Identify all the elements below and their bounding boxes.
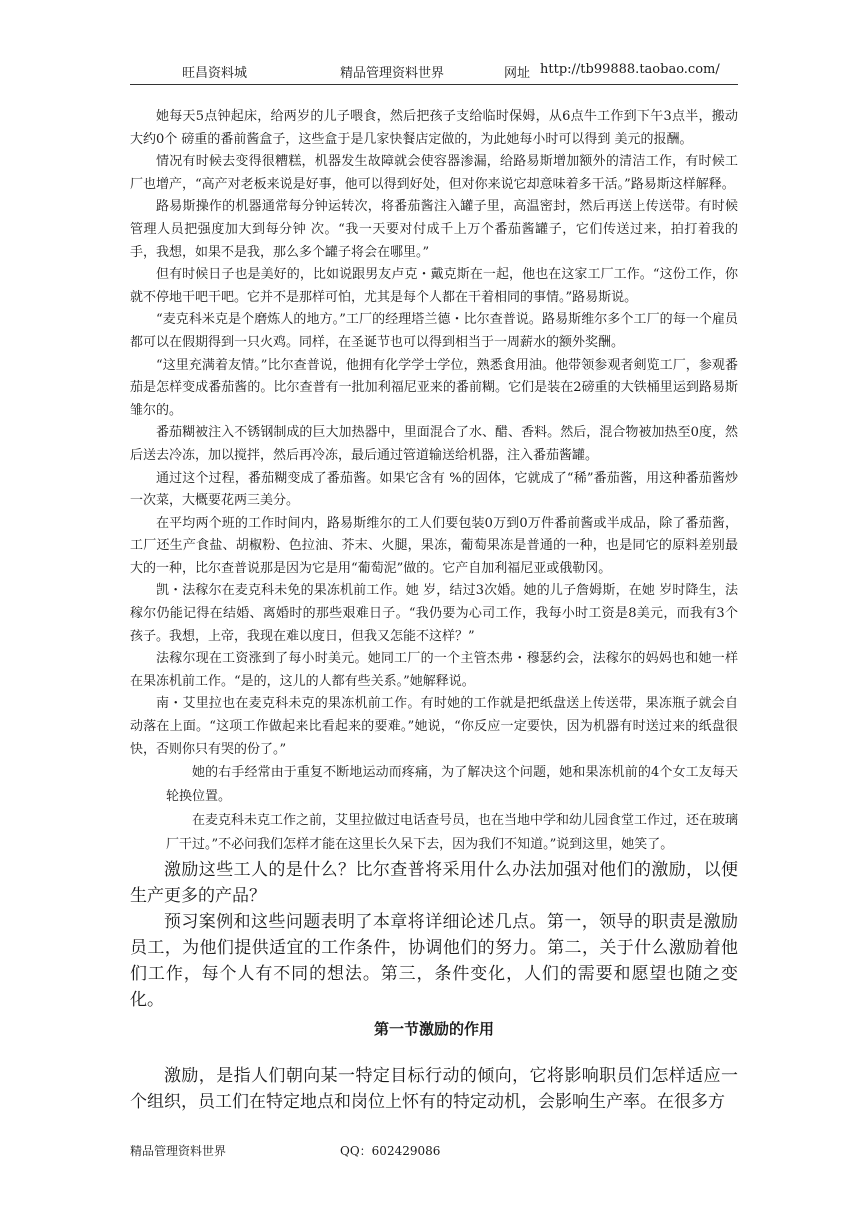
paragraph: 南・艾里拉也在麦克科未克的果冻机前工作。有时她的工作就是把纸盘送上传送带，果冻瓶子就会自动落在上面。“这项工作做起来比看起来的要难。”她说，“你反应一定要快，因为机器有时送过来的纸盘很快，否则你只有哭的份了。” <box>130 696 738 757</box>
closing-paragraph: 激励，是指人们朝向某一特定目标行动的倾向，它将影响职员们怎样适应一个组织，员工们在特定地点和岗位上怀有的特定动机，会影响生产率。在很多方 <box>130 1066 738 1113</box>
indented-paragraph: 在麦克科未克工作之前，艾里拉做过电话查号员，也在当地中学和幼儿园食堂工作过，还在玻璃厂干过。”不必问我们怎样才能在这里长久呆下去，因为我们不知道。”说到这里，她笑了。 <box>166 813 739 853</box>
indented-paragraph: 她的右手经常由于重复不断地运动而疼痛，为了解决这个问题，她和果冻机前的4个女工友每天轮换位置。 <box>166 765 738 805</box>
section-title: 第一节激励的作用 <box>373 1020 494 1039</box>
paragraph: 番茄糊被注入不锈钢制成的巨大加热器中，里面混合了水、醋、香料。然后，混合物被加热至0度，然后送去冷冻，加以搅拌，然后再冷冻，最后通过管道输送给机器，注入番茄酱罐。 <box>130 425 738 463</box>
header-left-text: 旺昌资料城 <box>182 66 248 81</box>
header-url[interactable]: http://tb99888.taobao.com/ <box>540 62 720 77</box>
header-divider <box>130 84 738 85</box>
document-body <box>130 106 738 1115</box>
footer-left-text: 精品管理资料世界 <box>130 1144 227 1158</box>
paragraph: “这里充满着友情。”比尔查普说，他拥有化学学士学位，熟悉食用油。他带领参观者剣览工厂，参观番茄是怎样变成番茄酱的。比尔查普有一批加利福尼亚来的番前糊。它们是装在2磅重的大铁桶里运到路易斯雏尔的。 <box>130 357 738 418</box>
header-center-text: 精品管理资料世界 <box>340 66 445 81</box>
page-header <box>0 62 868 82</box>
large-paragraph: 激励这些工人的是什么？比尔查普将采用什么办法加强对他们的激励，以便生产更多的产品？ <box>130 860 738 907</box>
paragraph: 她每天5点钟起床，给两岁的儿子喂食，然后把孩子支给临时保姆，从6点牛工作到下午3点半，搬动大约0个 磅重的番前酱盒子，这些盒于是几家快餐店定做的，为此她每小时可以得到 美元的报酬。 <box>130 109 738 147</box>
paragraph: 情况有时候去变得很糟糕，机器发生故障就会使容器渗漏，给路易斯增加额外的清洁工作，有时候工厂也增产，“高产对老板来说是好事，他可以得到好处，但对你来说它却意味着多干活。”路易斯这样解释。 <box>130 154 738 192</box>
paragraph: 法稼尔现在工资涨到了每小时美元。她同工厂的一个主管杰弗・穆瑟约会，法稼尔的妈妈也和她一样在果冻机前工作。“是的，这儿的人都有些关系。”她解释说。 <box>130 651 738 689</box>
header-url-label: 网址 <box>504 66 531 81</box>
paragraph: 通过这个过程，番茄糊变成了番茄酱。如果它含有 %的固体，它就成了“稀”番茄酱，用这种番茄酱炒一次菜，大概要花两三美分。 <box>130 470 738 509</box>
paragraph: 凯・法稼尔在麦克科未免的果冻机前工作。她 岁，结过3次婚。她的儿子詹姆斯，在她 岁时降生，法稼尔仍能记得在结婚、离婚时的那些艰难日子。“我仍要为心司工作，我每小时工资是8美元，而我有3个孩子。我想，上帝，我现在难以度日，但我又怎能不这样？” <box>130 583 738 644</box>
footer-qq: QQ：602429086 <box>340 1144 441 1158</box>
paragraph: 路易斯操作的机器通常每分钟运转次，将番茄酱注入罐子里，高温密封，然后再送上传送带。有时候管理人员把强度加大到每分钟 次。“我一天要对付成千上万个番茄酱罐子，它们传送过来，拍打着我的手，我想，如果不是我，那么多个罐子将会在哪里。” <box>130 199 738 260</box>
paragraph: 在平均两个班的工作时间内，路易斯维尔的工人们要包装0万到0万件番前酱或半成品，除了番茄酱，工厂还生产食盐、胡椒粉、色拉油、芥末、火腿，果冻，葡萄果冻是普通的一种，也是同它的原料差别最大的一种，比尔查普说那是因为它是用“葡萄泥”做的。它产自加利福尼亚或俄勒冈。 <box>130 515 738 576</box>
paragraph: 但有时候日子也是美好的，比如说跟男友卢克・戴克斯在一起，他也在这家工厂工作。“这份工作，你就不停地干吧干吧。它并不是那样可怕，尤其是每个人都在干着相同的事情。”路易斯说。 <box>130 267 738 305</box>
paragraph: “麦克科米克是个磨炼人的地方。”工厂的经理塔兰德・比尔查普说。路易斯维尔多个工厂的每一个雇员都可以在假期得到一只火鸡。同样，在圣诞节也可以得到相当于一周薪水的额外奖酬。 <box>130 312 738 350</box>
large-paragraph: 预习案例和这些问题表明了本章将详细论述几点。第一，领导的职责是激励员工，为他们提供适宜的工作条件，协调他们的努力。第二，关于什么激励着他们工作，每个人有不同的想法。第三，条件变化，人们的需要和愿望也随之变化。 <box>130 912 738 1011</box>
